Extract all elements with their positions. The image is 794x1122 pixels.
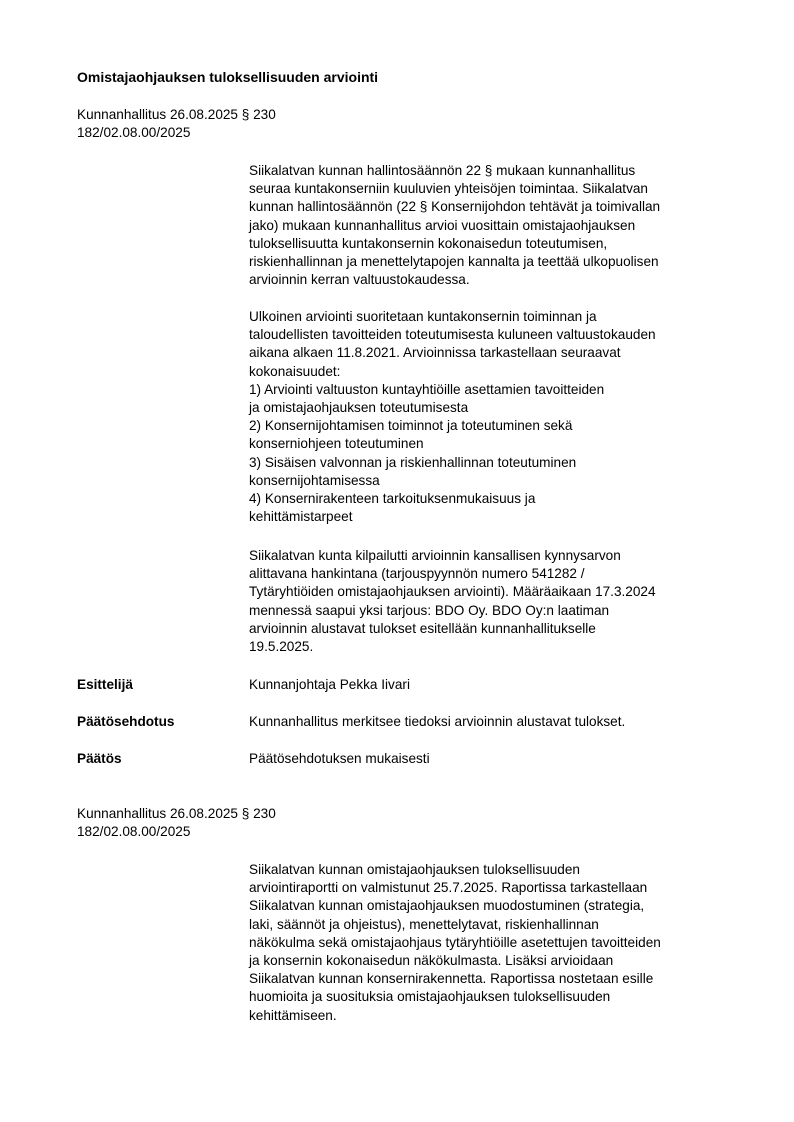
text-line: Siikalatvan kunnan hallintosäännön 22 § mukaan kunnanhallitus <box>249 163 636 178</box>
list-item: 1) Arviointi valtuuston kuntayhtiöille asettamien tavoitteiden <box>249 381 605 397</box>
list-item-continuation: ja omistajaohjauksen toteutumisesta <box>249 399 469 415</box>
document-title: Omistajaohjauksen tuloksellisuuden arviointi <box>77 69 379 85</box>
text-line: Siikalatvan kunnan konsernirakennetta. Raportissa nostetaan esille <box>249 971 654 987</box>
text-line: laki, säännöt ja ohjeistus), menettelytavat, riskienhallinnan <box>249 916 599 932</box>
text-line: Siikalatvan kunta kilpailutti arvioinnin kansallisen kynnysarvon <box>249 548 621 563</box>
text-line: Ulkoinen arviointi suoritetaan kuntakonsernin toiminnan ja <box>249 309 597 324</box>
text-line: alittavana hankintana (tarjouspyynnön numero 541282 / <box>249 566 585 582</box>
proposal-row <box>77 713 777 732</box>
presenter-label: Esittelijä <box>77 677 133 692</box>
presenter-value: Kunnanjohtaja Pekka Iivari <box>249 677 410 692</box>
text-line: kehittämiseen. <box>249 1007 337 1023</box>
text-line: kokonaisuudet: <box>249 363 341 379</box>
list-item: 3) Sisäisen valvonnan ja riskienhallinnan toteutuminen <box>249 454 577 470</box>
text-line: kunnan hallintosäännön (22 § Konsernijohdon tehtävät ja toimivallan <box>249 199 661 215</box>
text-line: seuraa kuntakonserniin kuuluvien yhteisöjen toimintaa. Siikalatvan <box>249 181 648 197</box>
text-line: Siikalatvan kunnan omistajaohjauksen muodostuminen (strategia, <box>249 898 645 914</box>
text-line: Tytäryhtiöiden omistajaohjauksen arviointi). Määräaikaan 17.3.2024 <box>249 584 656 600</box>
section-1-meta <box>77 106 276 142</box>
meeting-reference: Kunnanhallitus 26.08.2025 § 230 <box>77 806 276 821</box>
decision-value: Päätösehdotuksen mukaisesti <box>249 751 430 766</box>
section-2-paragraph-1 <box>249 861 769 1025</box>
decision-row <box>77 750 777 769</box>
proposal-label: Päätösehdotus <box>77 714 175 729</box>
proposal-value: Kunnanhallitus merkitsee tiedoksi arvioinnin alustavat tulokset. <box>249 714 626 729</box>
decision-label: Päätös <box>77 751 122 766</box>
text-line: aikana alkaen 11.8.2021. Arvioinnissa tarkastellaan seuraavat <box>249 345 621 361</box>
text-line: arviointiraportti on valmistunut 25.7.2025. Raportissa tarkastellaan <box>249 880 648 896</box>
text-line: tuloksellisuutta kuntakonsernin kokonaisedun toteutumisen, <box>249 235 608 251</box>
text-line: 19.5.2025. <box>249 638 314 654</box>
text-line: taloudellisten tavoitteiden toteutumisesta kuluneen valtuustokauden <box>249 327 656 343</box>
list-item-continuation: kehittämistarpeet <box>249 509 353 525</box>
list-item: 4) Konsernirakenteen tarkoituksenmukaisuus ja <box>249 490 536 506</box>
section-1-paragraph-3 <box>249 547 769 656</box>
section-1-paragraph-2 <box>249 308 769 526</box>
case-number: 182/02.08.00/2025 <box>77 125 191 141</box>
text-line: arvioinnin alustavat tulokset esitellään kunnanhallitukselle <box>249 620 596 636</box>
section-1-paragraph-1 <box>249 162 769 289</box>
text-line: jako) mukaan kunnanhallitus arvioi vuosittain omistajaohjauksen <box>249 217 636 233</box>
presenter-row <box>77 676 777 695</box>
text-line: ja konsernin kokonaisedun näkökulmasta. Lisäksi arvioidaan <box>249 952 614 968</box>
text-line: riskienhallinnan ja menettelytapojen kannalta ja teettää ulkopuolisen <box>249 253 659 269</box>
text-line: arvioinnin kerran valtuustokaudessa. <box>249 272 470 288</box>
case-number: 182/02.08.00/2025 <box>77 824 191 840</box>
section-2-meta <box>77 805 276 841</box>
list-item: 2) Konsernijohtamisen toiminnot ja toteutuminen sekä <box>249 418 573 434</box>
list-item-continuation: konsernijohtamisessa <box>249 472 380 488</box>
meeting-reference: Kunnanhallitus 26.08.2025 § 230 <box>77 107 276 122</box>
list-item-continuation: konserniohjeen toteutuminen <box>249 436 424 452</box>
text-line: näkökulma sekä omistajaohjaus tytäryhtiöille asetettujen tavoitteiden <box>249 934 661 950</box>
text-line: huomioita ja suosituksia omistajaohjauksen tuloksellisuuden <box>249 989 611 1005</box>
text-line: Siikalatvan kunnan omistajaohjauksen tuloksellisuuden <box>249 862 580 877</box>
text-line: mennessä saapui yksi tarjous: BDO Oy. BDO Oy:n laatiman <box>249 602 610 618</box>
